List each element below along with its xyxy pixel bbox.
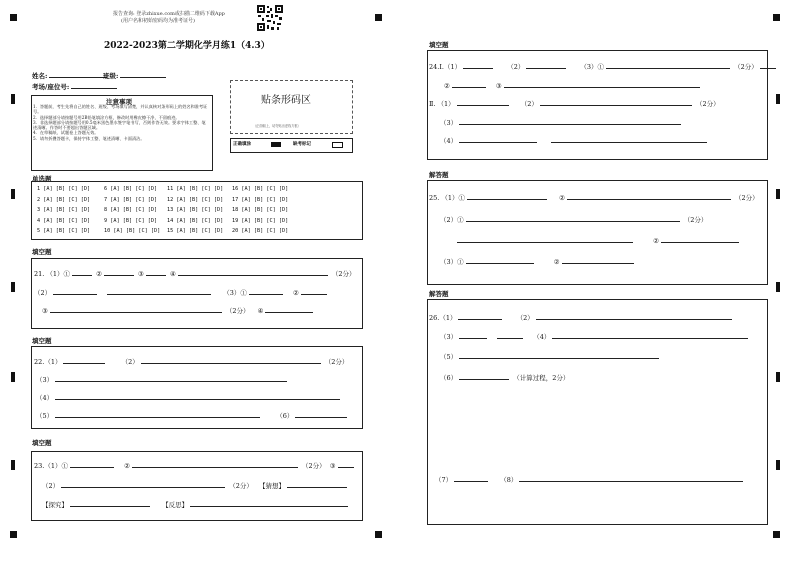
- mcq-row[interactable]: 3 [A] [B] [C] [D]: [37, 207, 91, 213]
- correct-fill-label: 正确填涂: [233, 142, 251, 147]
- q25-line1[interactable]: 25. （1）① ② （2分）: [429, 194, 759, 202]
- timing-bar: [11, 460, 15, 470]
- q21-line3[interactable]: ③ （2分） ④: [42, 306, 315, 315]
- q22-line1[interactable]: 22.（1） （2） （2分）: [34, 358, 349, 366]
- section-title-answer: 解答题: [429, 171, 449, 179]
- mcq-row[interactable]: 7 [A] [B] [C] [D]: [104, 196, 158, 203]
- q23-line2[interactable]: （2） （2分） 【猜想】: [42, 481, 349, 490]
- mcq-column[interactable]: [167, 184, 223, 237]
- section-title-fill: 填空题: [32, 439, 52, 447]
- page-title: 2022-2023第二学期化学月练1（4.3）: [104, 41, 270, 51]
- q26-line5[interactable]: （7） （8）: [435, 475, 745, 484]
- mcq-row[interactable]: 19 [A] [B] [C] [D]: [232, 217, 289, 224]
- section-title-fill: 填空题: [32, 248, 52, 256]
- correct-fill-sample: [271, 142, 281, 147]
- mcq-column[interactable]: [37, 184, 90, 237]
- mcq-row[interactable]: 20 [A] [B] [C] [D]: [232, 228, 289, 234]
- q23-line3[interactable]: 【探究】 【反思】: [42, 500, 350, 509]
- corner-mark: [375, 531, 382, 538]
- mcq-row[interactable]: 15 [A] [B] [C] [D]: [167, 228, 224, 234]
- mcq-row[interactable]: 8 [A] [B] [C] [D]: [104, 207, 158, 213]
- q24-line5[interactable]: （4）: [440, 136, 709, 145]
- corner-mark: [375, 14, 382, 21]
- q24-line1[interactable]: 24.Ⅰ.（1） （2） （3）① （2分）: [429, 62, 778, 71]
- mcq-row[interactable]: 14 [A] [B] [C] [D]: [167, 217, 224, 224]
- mcq-row[interactable]: 16 [A] [B] [C] [D]: [232, 186, 289, 192]
- section-title-fill: 填空题: [32, 337, 52, 345]
- absent-mark-box[interactable]: [332, 142, 343, 148]
- qr-code: [257, 5, 283, 31]
- timing-bar: [11, 282, 15, 292]
- mcq-row[interactable]: 11 [A] [B] [C] [D]: [167, 186, 224, 192]
- notice-item: 4．在草稿纸、试题卷上答题无效。: [33, 130, 99, 136]
- q24-line2[interactable]: ② ③: [444, 81, 702, 90]
- section-title-mcq: 单选题: [32, 175, 52, 183]
- timing-bar: [11, 94, 15, 104]
- mcq-row[interactable]: 1 [A] [B] [C] [D]: [37, 186, 91, 192]
- q22-line2[interactable]: （3）: [36, 375, 289, 384]
- timing-bar: [776, 94, 780, 104]
- barcode-title: 贴条形码区: [261, 95, 311, 106]
- mcq-column[interactable]: [232, 184, 288, 237]
- mcq-row[interactable]: 10 [A] [B] [C] [D]: [104, 228, 161, 234]
- mcq-row[interactable]: 5 [A] [B] [C] [D]: [37, 228, 91, 234]
- q25-line4[interactable]: （3）① ②: [440, 257, 636, 266]
- q25-line2[interactable]: （2）① （2分）: [440, 216, 708, 224]
- timing-bar: [776, 372, 780, 382]
- absent-mark-label: 缺考标记: [293, 142, 311, 147]
- mcq-row[interactable]: 9 [A] [B] [C] [D]: [104, 217, 158, 224]
- q24-line4[interactable]: （3）: [440, 118, 683, 127]
- timing-bar: [11, 372, 15, 382]
- q26-line4[interactable]: （6） （计算过程，2分）: [440, 374, 570, 382]
- q21-line2[interactable]: （2） （3）① ②: [34, 288, 329, 297]
- student-class-field[interactable]: 班级:: [103, 71, 168, 80]
- student-name-field[interactable]: 姓名:: [32, 71, 109, 80]
- timing-bar: [776, 282, 780, 292]
- report-info-line: (用户名和初始密码均为准考证号): [121, 18, 195, 24]
- corner-mark: [773, 531, 780, 538]
- q22-line3[interactable]: （4）: [36, 393, 342, 402]
- q25-line3[interactable]: ②: [455, 236, 741, 245]
- mcq-row[interactable]: 4 [A] [B] [C] [D]: [37, 217, 91, 224]
- q22-line4[interactable]: （5） （6）: [36, 411, 349, 420]
- mcq-row[interactable]: 6 [A] [B] [C] [D]: [104, 186, 158, 192]
- mcq-row[interactable]: 13 [A] [B] [C] [D]: [167, 207, 224, 213]
- mcq-row[interactable]: 17 [A] [B] [C] [D]: [232, 196, 289, 203]
- mcq-row[interactable]: 12 [A] [B] [C] [D]: [167, 196, 224, 203]
- q26-line2[interactable]: （3） （4）: [440, 332, 750, 341]
- exam-seat-field[interactable]: 考场/座位号:: [32, 82, 119, 91]
- q26-line1[interactable]: 26.（1） （2）: [429, 313, 734, 322]
- section-title-fill: 填空题: [429, 41, 449, 49]
- notice-list: [33, 104, 208, 141]
- corner-mark: [10, 14, 17, 21]
- timing-bar: [776, 460, 780, 470]
- notice-item: 2．选择题部分请按题号用2B铅笔填涂方框，修改时用橡皮擦干净，不留痕迹。: [33, 114, 180, 120]
- q23-line1[interactable]: 23.（1）① ② （2分） ③: [34, 461, 356, 470]
- corner-mark: [10, 531, 17, 538]
- notice-item: 5．请勿折叠答题卡，保持字体工整、笔迹清晰、卡面清洁。: [33, 135, 145, 141]
- notice-item: 1．答题前，考生先将自己的姓名、班级、考场填写清楚，并认真核对条形码上的姓名和准考证号。: [33, 104, 208, 115]
- timing-bar: [776, 189, 780, 199]
- notice-title: 注意事项: [106, 98, 132, 106]
- report-info-line: 报告查询: 登录zhixue.com或扫描二维码下载App: [113, 11, 225, 17]
- q24-line3[interactable]: Ⅱ. （1） （2） （2分）: [429, 100, 720, 108]
- mcq-row[interactable]: 2 [A] [B] [C] [D]: [37, 196, 91, 203]
- notice-item: 3．非选择题部分请按题号用0.5毫米黑色墨水签字笔书写，否则作答无效。要求字体工整、笔迹清晰。作答时不要超出答题区域。: [33, 119, 206, 131]
- mcq-row[interactable]: 18 [A] [B] [C] [D]: [232, 207, 289, 213]
- timing-bar: [11, 189, 15, 199]
- section-title-answer: 解答题: [429, 290, 449, 298]
- q21-line1[interactable]: 21. （1）① ② ③ ④ （2分）: [34, 270, 356, 278]
- corner-mark: [773, 14, 780, 21]
- barcode-note: （正面朝上，切勿贴出虚线方框）: [253, 124, 301, 128]
- mcq-column[interactable]: [104, 184, 160, 237]
- q26-line3[interactable]: （5）: [440, 352, 661, 361]
